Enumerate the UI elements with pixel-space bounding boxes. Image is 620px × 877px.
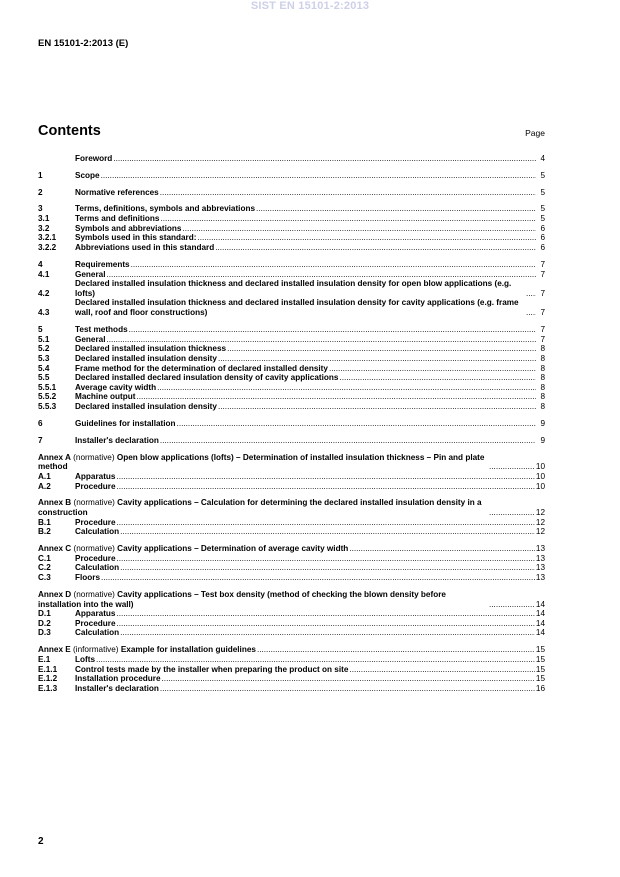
dot-leader (101, 573, 535, 583)
toc-entry-title: Procedure (75, 517, 116, 527)
toc-entry-page: 14 (535, 628, 545, 638)
toc-entry-number: 5 (38, 324, 43, 334)
toc-entry-title: Procedure (75, 553, 116, 563)
toc-entry-number: A.1 (38, 471, 51, 481)
annex-type: (normative) (70, 452, 117, 462)
dot-leader (131, 260, 536, 270)
toc-entry-page: 5 (540, 187, 545, 197)
dot-leader (160, 188, 536, 198)
toc-entry-title: Normative references (75, 187, 159, 197)
toc-entry-page: 13 (535, 553, 545, 563)
annex-label: Annex D (38, 589, 72, 599)
annex-type: (informative) (70, 645, 121, 655)
dot-leader (197, 233, 536, 243)
toc-entry-page: 13 (535, 563, 545, 573)
toc-entry-number: E.1.2 (38, 674, 58, 684)
toc-entry-page: 8 (540, 402, 545, 412)
toc-entry-page: 9 (540, 435, 545, 445)
toc-entry-page: 12 (535, 508, 545, 518)
dot-leader (257, 645, 535, 655)
toc-entry[interactable] (38, 554, 545, 564)
toc-entry[interactable] (38, 171, 545, 181)
toc-entry[interactable] (38, 364, 545, 374)
toc-entry-title: Declared installed insulation thickness (75, 344, 227, 354)
toc-entry[interactable] (38, 573, 545, 583)
toc-annex-title (38, 645, 256, 655)
dot-leader (218, 402, 536, 412)
toc-entry[interactable] (38, 482, 545, 492)
toc-entry-page: 10 (535, 481, 545, 491)
toc-entry[interactable] (38, 498, 545, 517)
toc-entry[interactable] (38, 243, 545, 253)
toc-entry-page: 8 (540, 373, 545, 383)
toc-annex-title (38, 498, 488, 517)
annex-title-text: Example for installation guidelines (120, 645, 256, 655)
toc-entry-page: 5 (540, 214, 545, 224)
toc-entry-number: 3.2.1 (38, 233, 57, 243)
document-id: EN 15101-2:2013 (E) (38, 38, 129, 49)
toc-entry[interactable] (38, 344, 545, 354)
toc-entry[interactable] (38, 214, 545, 224)
toc-entry-title: Symbols used in this standard: (75, 233, 197, 243)
toc-entry-page: 15 (535, 654, 545, 664)
dot-leader (349, 665, 534, 675)
toc-entry-title: Declared installed insulation density (75, 353, 217, 363)
toc-entry-number: 1 (38, 170, 43, 180)
dot-leader (120, 527, 535, 537)
toc-entry-number: 6 (38, 418, 43, 428)
toc-entry-number: 4.3 (38, 308, 50, 318)
toc-entry[interactable] (38, 373, 545, 383)
toc-entry-number: 5.4 (38, 363, 50, 373)
page-title: Contents (38, 123, 101, 139)
toc-entry-title: Foreword (75, 153, 113, 163)
toc-entry-title: Installer's declaration (75, 683, 159, 693)
dot-leader (182, 224, 536, 234)
toc-entry-title: Lofts (75, 654, 96, 664)
toc-entry-title: Requirements (75, 259, 130, 269)
annex-label: Annex E (38, 645, 71, 655)
toc-entry[interactable] (38, 188, 545, 198)
toc-entry-page: 7 (540, 324, 545, 334)
toc-entry-page: 6 (540, 233, 545, 243)
toc-entry-title: Declared installed declared insulation density of cavity applications (75, 373, 339, 383)
dot-leader (160, 436, 536, 446)
toc-entry[interactable] (38, 354, 545, 364)
toc-entry-page: 15 (535, 645, 545, 655)
toc-entry-page: 7 (540, 269, 545, 279)
toc-entry-number: A.2 (38, 481, 51, 491)
annex-label: Annex B (38, 498, 72, 508)
toc-entry-title: Apparatus (75, 609, 116, 619)
dot-leader (117, 472, 535, 482)
toc-entry[interactable] (38, 544, 545, 554)
toc-entry[interactable] (38, 224, 545, 234)
toc-entry-number: 3.2 (38, 223, 50, 233)
toc-entry-page: 8 (540, 344, 545, 354)
toc-entry-page: 7 (540, 334, 545, 344)
toc-entry[interactable] (38, 402, 545, 412)
annex-label: Annex C (38, 544, 72, 554)
toc-entry[interactable] (38, 436, 545, 446)
toc-entry-number: E.1.3 (38, 683, 58, 693)
annex-title-text: Cavity applications – Calculation for determining the declared installed insulation density in a construction (38, 498, 482, 518)
toc-entry-page: 13 (535, 544, 545, 554)
toc-entry-number: 4 (38, 259, 43, 269)
dot-leader (215, 243, 536, 253)
dot-leader (218, 354, 536, 364)
toc-entry-title: Machine output (75, 392, 136, 402)
watermark: SIST EN 15101-2:2013 (250, 0, 370, 12)
toc-entry-page: 10 (535, 462, 545, 472)
toc-entry-number: D.3 (38, 628, 51, 638)
toc-entry[interactable] (38, 383, 545, 393)
annex-title-text: Cavity applications – Test box density (method of checking the blown density before installation into the wall) (38, 589, 446, 609)
toc-entry-title: Declared installed insulation thickness and declared installed insulation density for cavity applications (e.g. frame wall, roof and floor constructions) (75, 298, 519, 318)
dot-leader (489, 508, 535, 518)
toc-entry[interactable] (38, 674, 545, 684)
toc-entry-number: 5.3 (38, 353, 50, 363)
toc-entry[interactable] (38, 684, 545, 694)
toc-entry[interactable] (38, 518, 545, 528)
toc-entry-page: 5 (540, 204, 545, 214)
toc-entry-title: Scope (75, 170, 100, 180)
toc-entry-number: 5.2 (38, 344, 50, 354)
page-column-label: Page (525, 128, 545, 138)
toc-entry-page: 9 (540, 418, 545, 428)
annex-title-text: Cavity applications – Determination of average cavity width (117, 544, 349, 554)
toc-entry-page: 6 (540, 223, 545, 233)
dot-leader (101, 171, 536, 181)
dot-leader (349, 544, 535, 554)
toc-entry-number: 5.5 (38, 373, 50, 383)
toc-entry-number: 2 (38, 187, 43, 197)
toc-entry[interactable] (38, 419, 545, 429)
dot-leader (117, 554, 535, 564)
toc-entry-page: 4 (540, 153, 545, 163)
dot-leader (489, 462, 535, 472)
toc-entry-page: 8 (540, 382, 545, 392)
toc-entry-page: 12 (535, 527, 545, 537)
toc-entry-number: C.1 (38, 553, 51, 563)
toc-entry-number: 5.5.1 (38, 382, 57, 392)
annex-type: (normative) (71, 498, 118, 508)
toc-entry-title: Guidelines for installation (75, 418, 176, 428)
toc-entry-page: 16 (535, 683, 545, 693)
toc-entry-title: Installer's declaration (75, 435, 159, 445)
toc-entry-title: Procedure (75, 481, 116, 491)
toc-entry-page: 14 (535, 618, 545, 628)
toc-entry-title: Installation procedure (75, 674, 161, 684)
table-of-contents (38, 154, 545, 694)
dot-leader (339, 373, 536, 383)
toc-entry-number: B.2 (38, 527, 51, 537)
dot-leader (117, 609, 535, 619)
toc-entry-page: 12 (535, 517, 545, 527)
dot-leader (227, 344, 536, 354)
dot-leader (107, 270, 537, 280)
toc-entry-page: 8 (540, 392, 545, 402)
dot-leader (117, 482, 535, 492)
toc-entry-number: 3 (38, 204, 43, 214)
dot-leader (177, 419, 536, 429)
toc-entry-title: Floors (75, 573, 101, 583)
toc-entry[interactable] (38, 645, 545, 655)
toc-entry[interactable] (38, 392, 545, 402)
dot-leader (160, 684, 535, 694)
toc-entry-title: Declared installed insulation density (75, 402, 217, 412)
page-number: 2 (38, 836, 44, 847)
toc-entry-page: 14 (535, 599, 545, 609)
toc-entry[interactable] (38, 154, 545, 164)
dot-leader (526, 308, 536, 318)
toc-entry[interactable] (38, 619, 545, 629)
toc-annex-title (38, 590, 488, 609)
toc-entry-page: 5 (540, 170, 545, 180)
toc-entry-title: Control tests made by the installer when preparing the product on site (75, 664, 349, 674)
dot-leader (137, 392, 537, 402)
toc-entry[interactable] (38, 260, 545, 270)
dot-leader (256, 204, 536, 214)
dot-leader (329, 364, 536, 374)
toc-entry-number: 3.1 (38, 214, 50, 224)
dot-leader (489, 600, 535, 610)
toc-entry-number: 5.5.3 (38, 402, 57, 412)
toc-entry-page: 10 (535, 471, 545, 481)
annex-type: (normative) (71, 589, 118, 599)
toc-entry-number: B.1 (38, 517, 51, 527)
toc-entry-page: 6 (540, 243, 545, 253)
toc-entry[interactable] (38, 527, 545, 537)
dot-leader (157, 383, 536, 393)
toc-entry-page: 8 (540, 353, 545, 363)
toc-entry[interactable] (38, 472, 545, 482)
toc-entry-title: Apparatus (75, 471, 116, 481)
dot-leader (120, 628, 535, 638)
dot-leader (120, 563, 535, 573)
toc-entry-number: E.1 (38, 654, 51, 664)
toc-entry-number: E.1.1 (38, 664, 58, 674)
toc-entry-title: Abbreviations used in this standard (75, 243, 215, 253)
annex-label: Annex A (38, 452, 71, 462)
toc-entry-title: Frame method for the determination of declared installed density (75, 363, 328, 373)
toc-entry[interactable] (38, 609, 545, 619)
toc-entry-number: 3.2.2 (38, 243, 57, 253)
dot-leader (160, 214, 536, 224)
dot-leader (129, 325, 536, 335)
toc-entry-page: 7 (540, 308, 545, 318)
dot-leader (526, 289, 536, 299)
toc-entry-number: D.2 (38, 618, 51, 628)
dot-leader (117, 518, 535, 528)
toc-entry[interactable] (38, 279, 545, 298)
toc-entry-title: General (75, 269, 106, 279)
toc-entry[interactable] (38, 665, 545, 675)
toc-entry-page: 13 (535, 573, 545, 583)
toc-entry[interactable] (38, 270, 545, 280)
dot-leader (113, 154, 536, 164)
toc-entry-title: Symbols and abbreviations (75, 223, 182, 233)
toc-entry-number: 5.5.2 (38, 392, 57, 402)
toc-entry-number: D.1 (38, 609, 51, 619)
toc-entry[interactable] (38, 325, 545, 335)
toc-entry-number: C.3 (38, 573, 51, 583)
toc-entry-title: Calculation (75, 527, 120, 537)
toc-entry-title: Average cavity width (75, 382, 157, 392)
toc-entry-page: 7 (540, 288, 545, 298)
toc-entry-number: C.2 (38, 563, 51, 573)
toc-entry[interactable] (38, 655, 545, 665)
toc-entry-title: Calculation (75, 563, 120, 573)
toc-entry-page: 15 (535, 664, 545, 674)
toc-entry-title: Terms and definitions (75, 214, 160, 224)
toc-entry-title: Procedure (75, 618, 116, 628)
toc-entry-number: 4.1 (38, 269, 50, 279)
dot-leader (117, 619, 535, 629)
toc-entry[interactable] (38, 563, 545, 573)
toc-entry-title: Declared installed insulation thickness and declared installed insulation density for open blow applications (e.g. lofts) (75, 279, 512, 298)
toc-entry[interactable] (38, 233, 545, 243)
toc-entry[interactable] (38, 298, 545, 317)
toc-entry-page: 7 (540, 259, 545, 269)
toc-entry-title: Terms, definitions, symbols and abbreviations (75, 204, 256, 214)
toc-entry-number: 5.1 (38, 334, 50, 344)
dot-leader (96, 655, 535, 665)
toc-entry[interactable] (38, 628, 545, 638)
toc-annex-title (38, 544, 348, 554)
toc-entry-number: 7 (38, 435, 43, 445)
toc-entry-page: 8 (540, 363, 545, 373)
dot-leader (107, 335, 537, 345)
toc-entry-page: 15 (535, 674, 545, 684)
dot-leader (162, 674, 535, 684)
toc-entry-title: Calculation (75, 628, 120, 638)
toc-entry[interactable] (38, 590, 545, 609)
toc-entry-title: Test methods (75, 324, 128, 334)
toc-entry-number: 4.2 (38, 288, 50, 298)
annex-type: (normative) (71, 544, 118, 554)
annex-title-text: Open blow applications (lofts) – Determination of installed insulation thickness – Pin and plate method (38, 452, 485, 472)
toc-entry[interactable] (38, 335, 545, 345)
toc-entry-title: General (75, 334, 106, 344)
toc-entry[interactable] (38, 453, 545, 472)
toc-annex-title (38, 453, 488, 472)
toc-entry-page: 14 (535, 609, 545, 619)
toc-entry[interactable] (38, 204, 545, 214)
